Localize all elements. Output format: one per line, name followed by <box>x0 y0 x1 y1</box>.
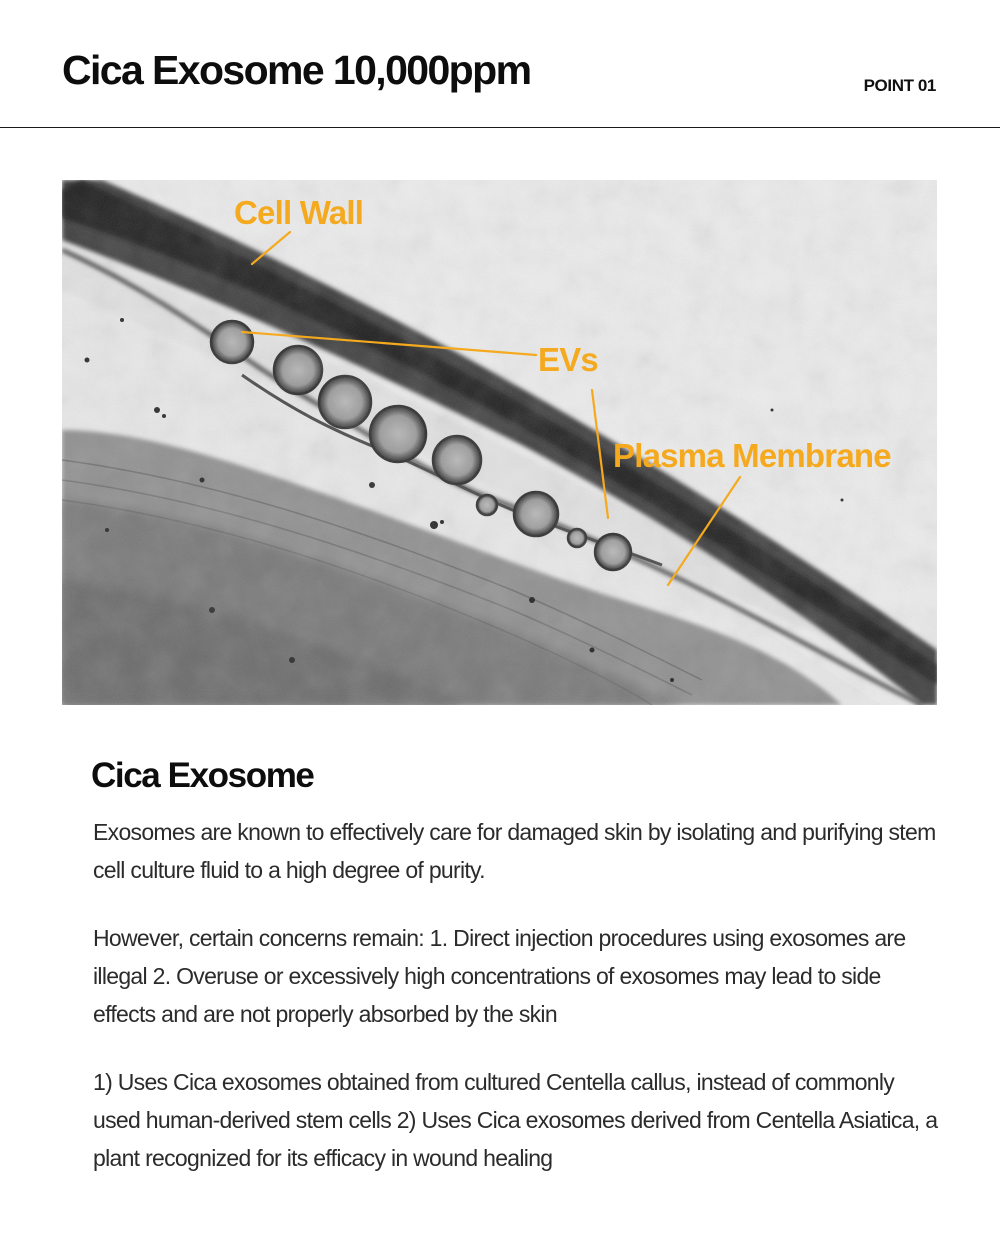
electron-micrograph <box>62 180 937 705</box>
plasma-membrane-label: Plasma Membrane <box>613 437 891 474</box>
page-title: Cica Exosome 10,000ppm <box>62 47 531 93</box>
paragraph-concerns: However, certain concerns remain: 1. Direct injection procedures using exosomes are illegal 2. Overuse or excessively high concentrations of exosomes may lead to side effects and are not properly absorbed by the skin <box>93 925 906 1027</box>
paragraph-solution: 1) Uses Cica exosomes obtained from cultured Centella callus, instead of commonly used human-derived stem cells 2) Uses Cica exosomes derived from Centella Asiatica, a plant recognized for its efficacy in wound healing <box>93 1069 938 1171</box>
cell-wall-label: Cell Wall <box>234 194 364 231</box>
page-header <box>0 0 1000 128</box>
point-label: POINT 01 <box>863 76 936 95</box>
paragraph-intro: Exosomes are known to effectively care for damaged skin by isolating and purifying stem cell culture fluid to a high degree of purity. <box>93 819 936 883</box>
section-title: Cica Exosome <box>91 756 314 795</box>
evs-label: EVs <box>538 341 598 378</box>
